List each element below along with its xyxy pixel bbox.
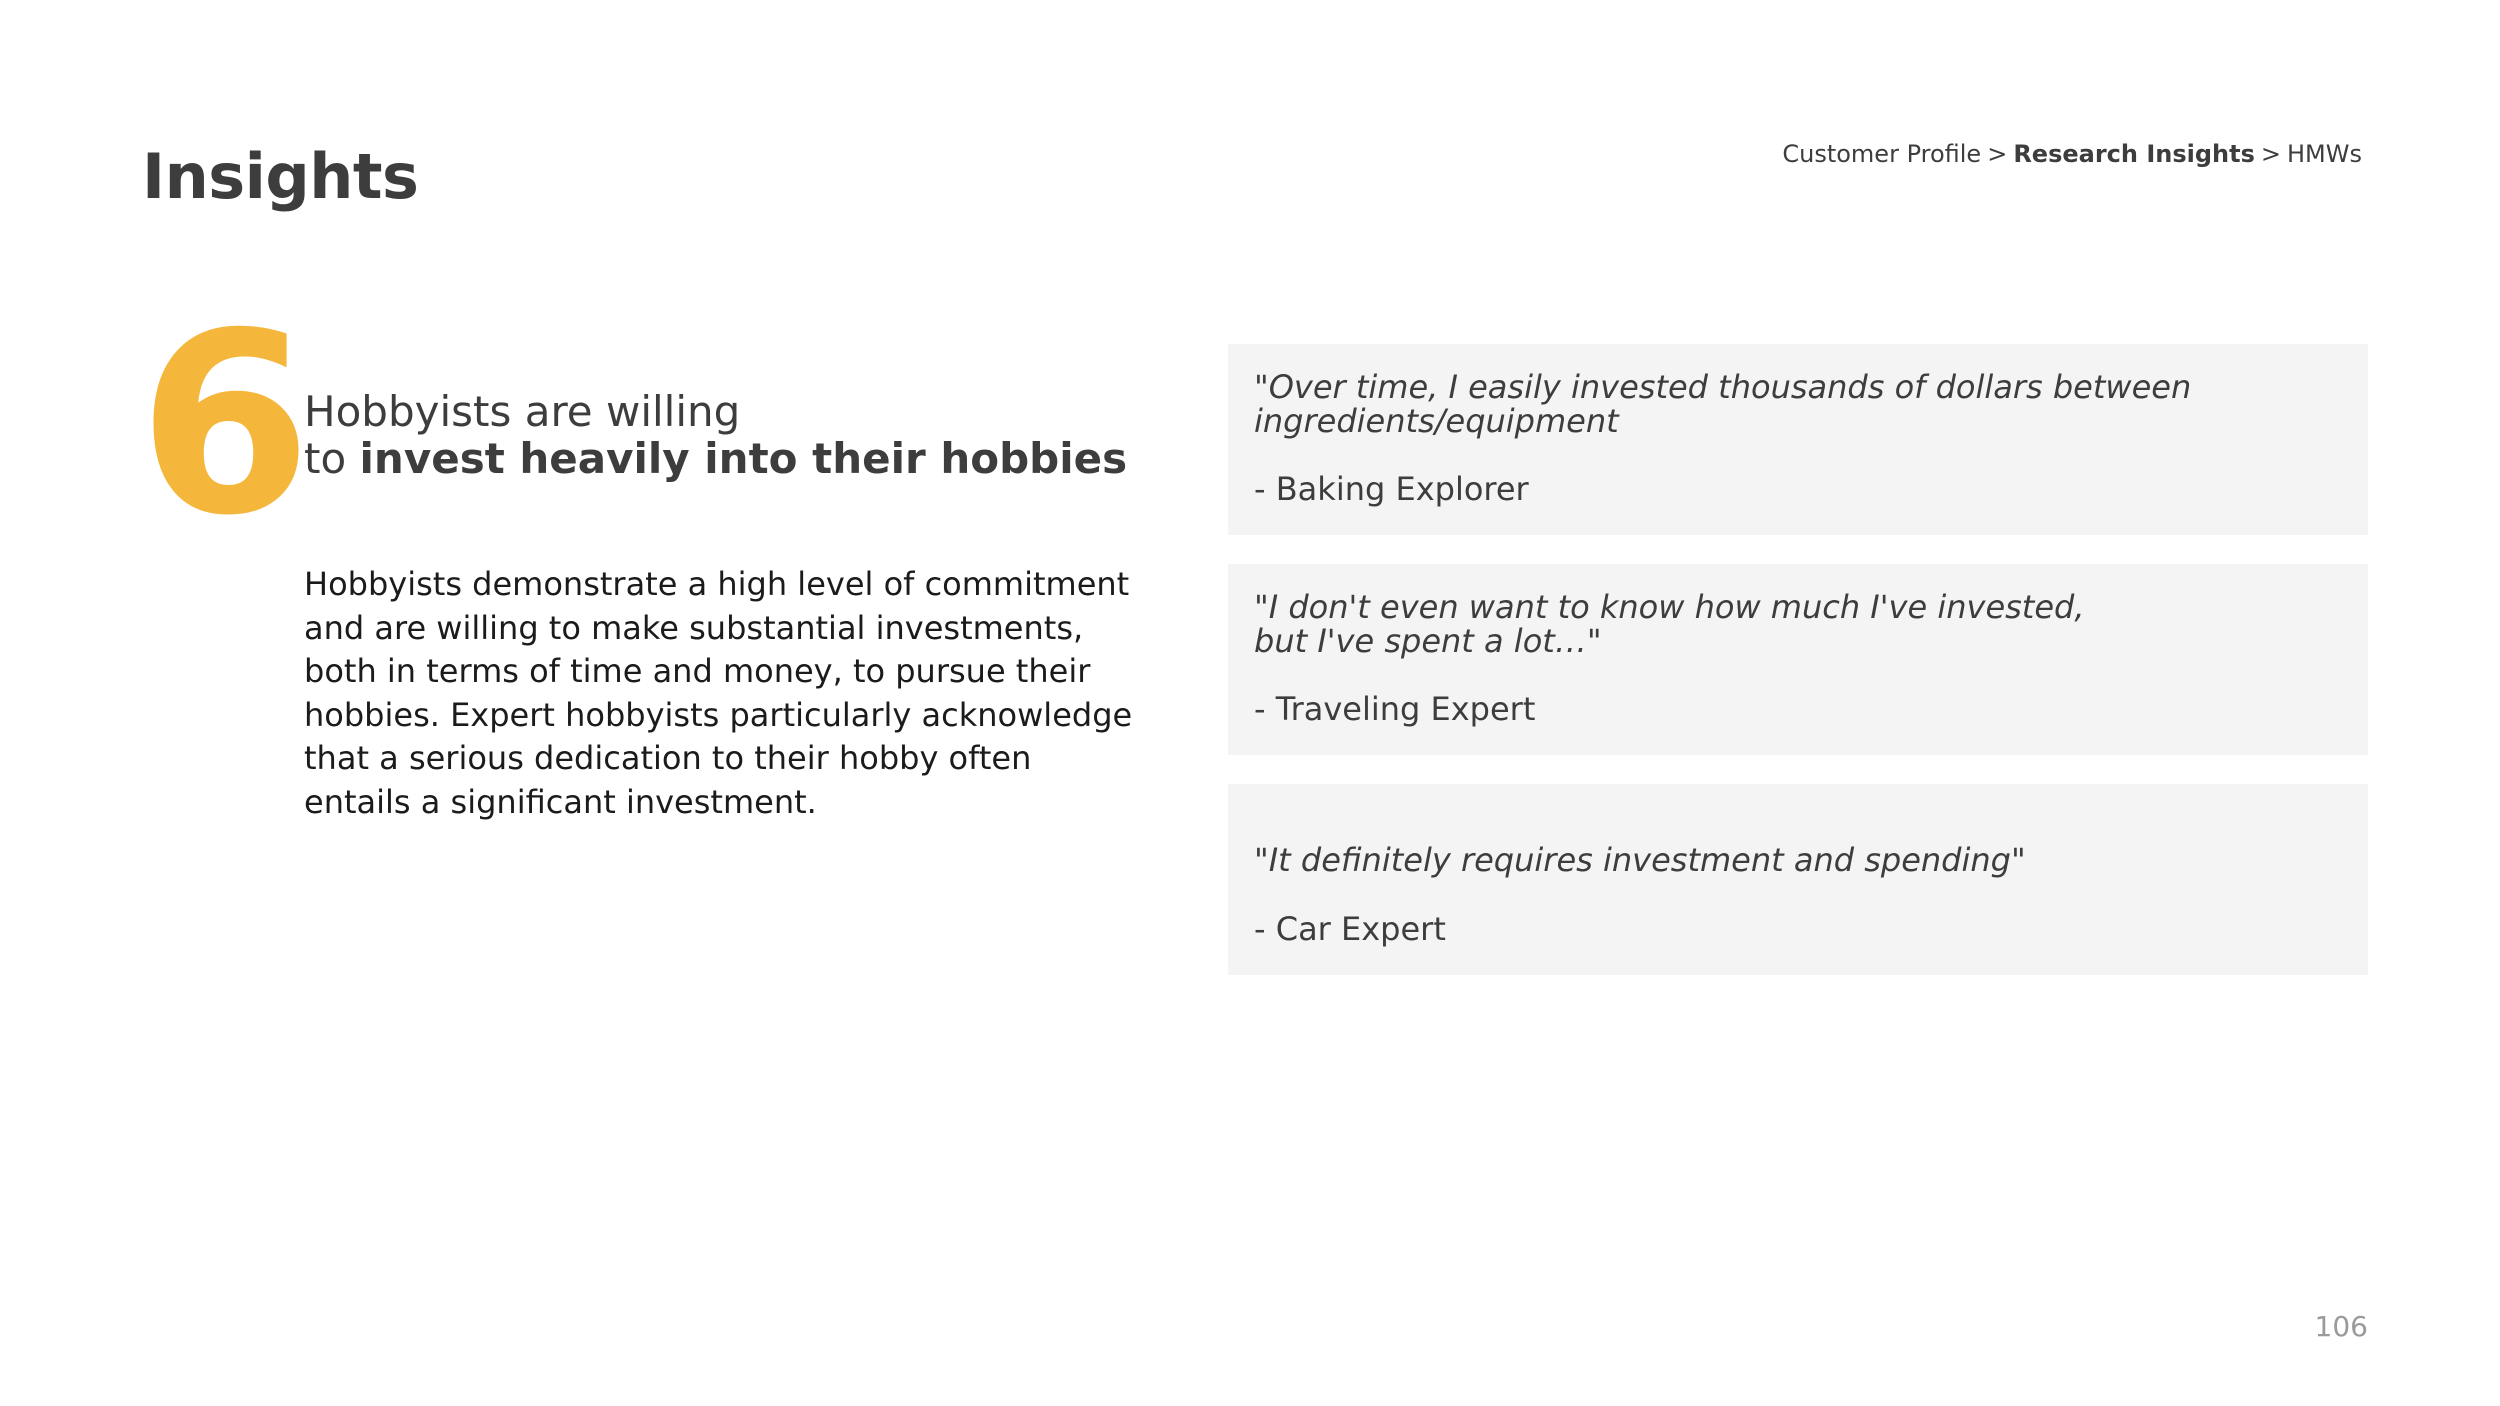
headline-prefix: to (304, 434, 347, 483)
quote-author: - Baking Explorer (1254, 470, 1529, 508)
page-title: Insights (142, 140, 419, 213)
headline-line-2 (304, 435, 1127, 482)
quote-card-traveling-expert (1228, 564, 2368, 755)
breadcrumb-item-customer-profile[interactable]: Customer Profile (1782, 140, 1982, 168)
quote-text: "I don't even want to know how much I've invested, but I've spent a lot…" (1254, 588, 2085, 660)
breadcrumb-item-research-insights[interactable]: Research Insights (2013, 140, 2255, 168)
headline-emphasis: invest heavily into their hobbies (359, 434, 1128, 483)
breadcrumb-separator: > (1987, 140, 2008, 168)
insight-headline (304, 388, 1127, 482)
breadcrumb-item-hmws[interactable]: HMWs (2287, 140, 2362, 168)
breadcrumb-separator: > (2260, 140, 2281, 168)
breadcrumb (1782, 140, 2362, 168)
insight-description: Hobbyists demonstrate a high level of commitment and are willing to make substantial investments, both in terms of time and money, to pursue their hobbies. Expert hobbyists particularly acknowledge that a serious dedication to their hobby often entails a significant investment. (304, 565, 1133, 821)
quote-text: "It definitely requires investment and spending" (1254, 841, 2026, 879)
quote-text: "Over time, I easily invested thousands of dollars between ingredients/equipment (1254, 368, 2192, 440)
headline-line-1: Hobbyists are willing (304, 387, 741, 436)
quote-card-baking-explorer (1228, 344, 2368, 535)
quote-card-car-expert (1228, 784, 2368, 975)
quote-author: - Car Expert (1254, 910, 1446, 948)
page-number: 106 (2314, 1310, 2368, 1343)
insight-number: 6 (138, 279, 312, 570)
quotes-list (1228, 344, 2368, 1004)
quote-author: - Traveling Expert (1254, 690, 1536, 728)
